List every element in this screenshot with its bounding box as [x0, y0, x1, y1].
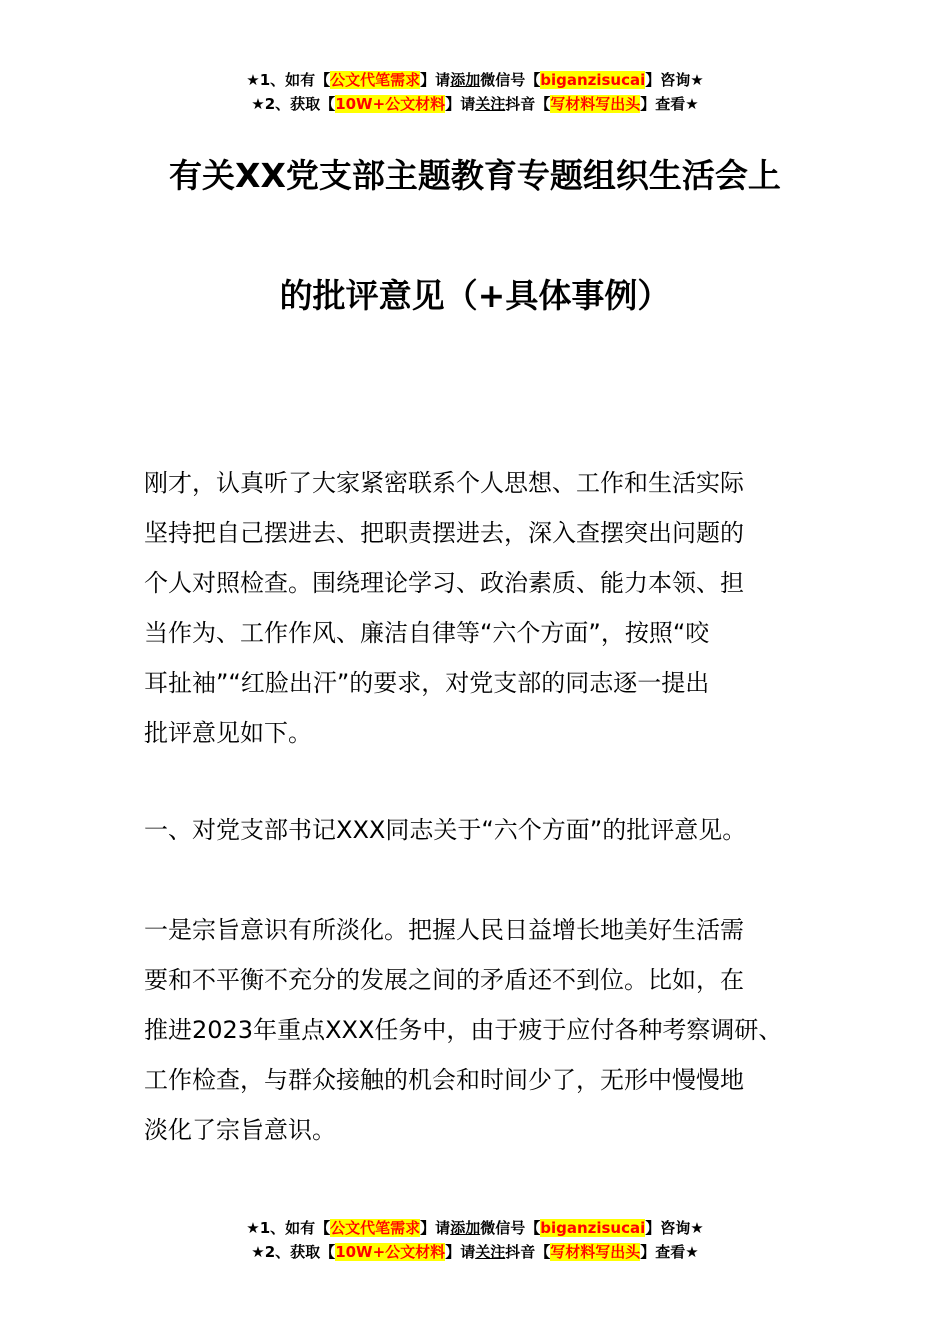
- underlined-text: 添加: [450, 1219, 481, 1237]
- text-line: 推进2023年重点XXX任务中，由于疲于应付各种考察调研、: [144, 1016, 783, 1044]
- text-line: 刚才，认真听了大家紧密联系个人思想、工作和生活实际: [144, 469, 744, 497]
- banner-text: ★1、如有【: [246, 1219, 331, 1237]
- banner-text: ★1、如有【: [246, 71, 331, 89]
- banner-text: ★2、获取【: [251, 95, 336, 113]
- text-line: 一、对党支部书记XXX同志关于“六个方面”的批评意见。: [144, 816, 747, 844]
- banner-text: 】请: [445, 95, 476, 113]
- douyin-account-highlight: 写材料写出头: [550, 1243, 641, 1261]
- banner-text: 】查看★: [640, 95, 699, 113]
- text-line: 工作检查，与群众接触的机会和时间少了，无形中慢慢地: [144, 1066, 744, 1094]
- highlight-tag: 公文代笔需求: [330, 1219, 421, 1237]
- underlined-text: 关注: [475, 1243, 506, 1261]
- banner-text: 】请: [420, 71, 451, 89]
- footer-banner: [0, 1216, 950, 1264]
- banner-line-1: [0, 1216, 950, 1240]
- banner-text: 抖音【: [505, 95, 551, 113]
- underlined-text: 关注: [475, 95, 506, 113]
- banner-text: 抖音【: [505, 1243, 551, 1261]
- douyin-account-highlight: 写材料写出头: [550, 95, 641, 113]
- banner-line-2: [0, 1240, 950, 1264]
- text-line: 个人对照检查。围绕理论学习、政治素质、能力本领、担: [144, 569, 744, 597]
- text-line: 要和不平衡不充分的发展之间的矛盾还不到位。比如，在: [144, 966, 744, 994]
- banner-text: 微信号【: [480, 1219, 541, 1237]
- text-line: 一是宗旨意识有所淡化。把握人民日益增长地美好生活需: [144, 916, 744, 944]
- text-line: 当作为、工作作风、廉洁自律等“六个方面”，按照“咬: [144, 619, 710, 647]
- banner-line-2: [0, 92, 950, 116]
- intro-paragraph: [144, 458, 816, 758]
- section-heading-paragraph: [144, 805, 816, 855]
- text-line: 耳扯袖”“红脸出汗”的要求，对党支部的同志逐一提出: [144, 669, 710, 697]
- banner-text: 】请: [445, 1243, 476, 1261]
- banner-text: 】咨询★: [645, 71, 704, 89]
- text-line: 坚持把自己摆进去、把职责摆进去，深入查摆突出问题的: [144, 519, 744, 547]
- highlight-tag: 10W+公文材料: [335, 1243, 446, 1261]
- document-title-line-1: 有关XX党支部主题教育专题组织生活会上: [169, 156, 781, 195]
- document-title-line-2: 的批评意见（+具体事例）: [279, 276, 671, 315]
- banner-text: 】咨询★: [645, 1219, 704, 1237]
- banner-line-1: [0, 68, 950, 92]
- header-banner: [0, 68, 950, 116]
- banner-text: 】查看★: [640, 1243, 699, 1261]
- wechat-id-highlight: biganzisucai: [540, 1219, 646, 1237]
- text-line: 淡化了宗旨意识。: [144, 1116, 336, 1144]
- banner-text: 微信号【: [480, 71, 541, 89]
- highlight-tag: 公文代笔需求: [330, 71, 421, 89]
- highlight-tag: 10W+公文材料: [335, 95, 446, 113]
- wechat-id-highlight: biganzisucai: [540, 71, 646, 89]
- text-line: 批评意见如下。: [144, 719, 312, 747]
- banner-text: ★2、获取【: [251, 1243, 336, 1261]
- underlined-text: 添加: [450, 71, 481, 89]
- banner-text: 】请: [420, 1219, 451, 1237]
- point-one-paragraph: [144, 905, 816, 1155]
